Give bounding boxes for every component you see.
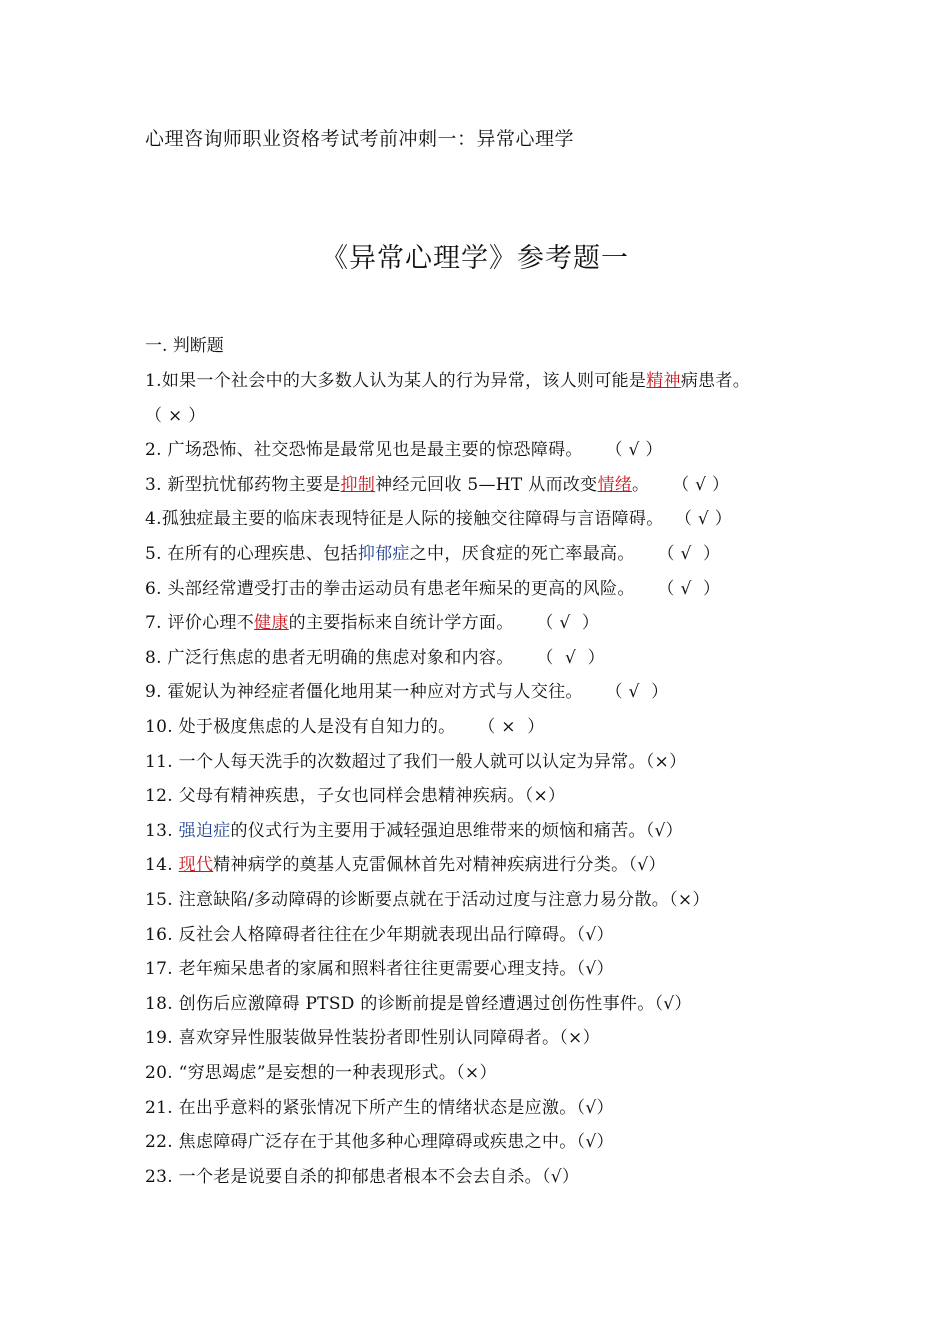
question-text: 。 （ √ ） xyxy=(632,474,730,495)
question-text: 之中，厌食症的死亡率最高。 （ √ ） xyxy=(409,544,721,564)
question-line xyxy=(145,1093,614,1118)
question-text: （ × ） xyxy=(145,405,206,426)
question-text: 9. 霍妮认为神经症者僵化地用某一种应对方式与人交往。 （ √ ） xyxy=(145,682,669,703)
question-line xyxy=(145,1127,614,1152)
question-text: 的仪式行为主要用于减轻强迫思维带来的烦恼和痛苦。（√） xyxy=(230,820,683,841)
question-line xyxy=(145,401,206,426)
question-text: 1.如果一个社会中的大多数人认为某人的行为异常，该人则可能是 xyxy=(145,371,647,391)
question-text: 21. 在出乎意料的紧张情况下所产生的情绪状态是应激。（√） xyxy=(145,1097,614,1118)
question-line xyxy=(145,1023,600,1048)
question-line xyxy=(145,850,666,875)
question-text: 23. 一个老是说要自杀的抑郁患者根本不会去自杀。（√） xyxy=(145,1166,580,1187)
question-line xyxy=(145,574,720,599)
question-line xyxy=(145,470,729,495)
question-line xyxy=(145,539,720,564)
hyperlink-text[interactable]: 抑制 xyxy=(340,474,376,495)
highlighted-term: 强迫症 xyxy=(178,820,231,841)
question-text: 3. 新型抗忧郁药物主要是 xyxy=(145,474,341,495)
question-line xyxy=(145,781,565,806)
question-text: 4.孤独症最主要的临床表现特征是人际的接触交往障碍与言语障碍。 （ √ ） xyxy=(145,509,733,530)
question-line xyxy=(145,747,686,772)
question-text: 的主要指标来自统计学方面。 （ √ ） xyxy=(288,613,600,634)
question-line xyxy=(145,885,710,910)
question-line xyxy=(145,643,605,668)
question-line xyxy=(145,1058,497,1083)
question-line xyxy=(145,1162,579,1187)
question-text: 22. 焦虑障碍广泛存在于其他多种心理障碍或疾患之中。（√） xyxy=(145,1132,614,1153)
question-text: 病患者。 xyxy=(680,371,751,391)
question-text: 12. 父母有精神疾患，子女也同样会患精神疾病。（×） xyxy=(145,786,566,807)
question-text: 5. 在所有的心理疾患、包括 xyxy=(145,544,358,564)
hyperlink-text[interactable]: 情绪 xyxy=(597,474,633,495)
question-text: 11. 一个人每天洗手的次数超过了我们一般人就可以认定为异常。（×） xyxy=(145,751,687,772)
question-text: 19. 喜欢穿异性服装做异性装扮者即性别认同障碍者。（×） xyxy=(145,1028,600,1049)
question-text: 10. 处于极度焦虑的人是没有自知力的。 （ × ） xyxy=(145,717,545,737)
question-text: 神经元回收 5—HT 从而改变 xyxy=(375,474,598,495)
hyperlink-text[interactable]: 健康 xyxy=(254,613,289,634)
question-text: 15. 注意缺陷/多动障碍的诊断要点就在于活动过度与注意力易分散。（×） xyxy=(145,890,710,910)
question-line xyxy=(145,677,668,702)
highlighted-term: 抑郁症 xyxy=(357,544,410,564)
question-line xyxy=(145,989,692,1014)
question-line xyxy=(145,608,599,633)
question-line xyxy=(145,816,683,841)
hyperlink-text[interactable]: 现代 xyxy=(178,855,214,876)
question-text: 13. xyxy=(145,820,179,841)
question-line xyxy=(145,920,614,945)
question-text: 20. “穷思竭虑”是妄想的一种表现形式。（×） xyxy=(145,1063,497,1083)
document-title: 《异常心理学》参考题一 xyxy=(321,243,629,274)
question-text: 18. 创伤后应激障碍 PTSD 的诊断前提是曾经遭遇过创伤性事件。（√） xyxy=(145,993,692,1014)
question-text: 7. 评价心理不 xyxy=(145,613,255,634)
question-line xyxy=(145,366,750,391)
question-text: 16. 反社会人格障碍者往往在少年期就表现出品行障碍。（√） xyxy=(145,924,614,945)
question-line xyxy=(145,435,663,460)
document-header: 心理咨询师职业资格考试考前冲刺一：异常心理学 xyxy=(145,128,575,150)
question-text: 17. 老年痴呆患者的家属和照料者往往更需要心理支持。（√） xyxy=(145,959,614,980)
question-text: 8. 广泛行焦虑的患者无明确的焦虑对象和内容。 （ √ ） xyxy=(145,647,605,668)
question-line xyxy=(145,712,545,737)
question-text: 14. xyxy=(145,855,179,876)
question-line xyxy=(145,504,732,529)
question-line xyxy=(145,954,614,979)
hyperlink-text[interactable]: 精神 xyxy=(646,371,681,391)
question-text: 2. 广场恐怖、社交恐怖是最常见也是最主要的惊恐障碍。 （ √ ） xyxy=(145,440,663,461)
question-text: 精神病学的奠基人克雷佩林首先对精神疾病进行分类。（√） xyxy=(213,855,666,876)
question-text: 6. 头部经常遭受打击的拳击运动员有患老年痴呆的更高的风险。 （ √ ） xyxy=(145,578,721,599)
section-heading: 一. 判断题 xyxy=(145,336,224,356)
